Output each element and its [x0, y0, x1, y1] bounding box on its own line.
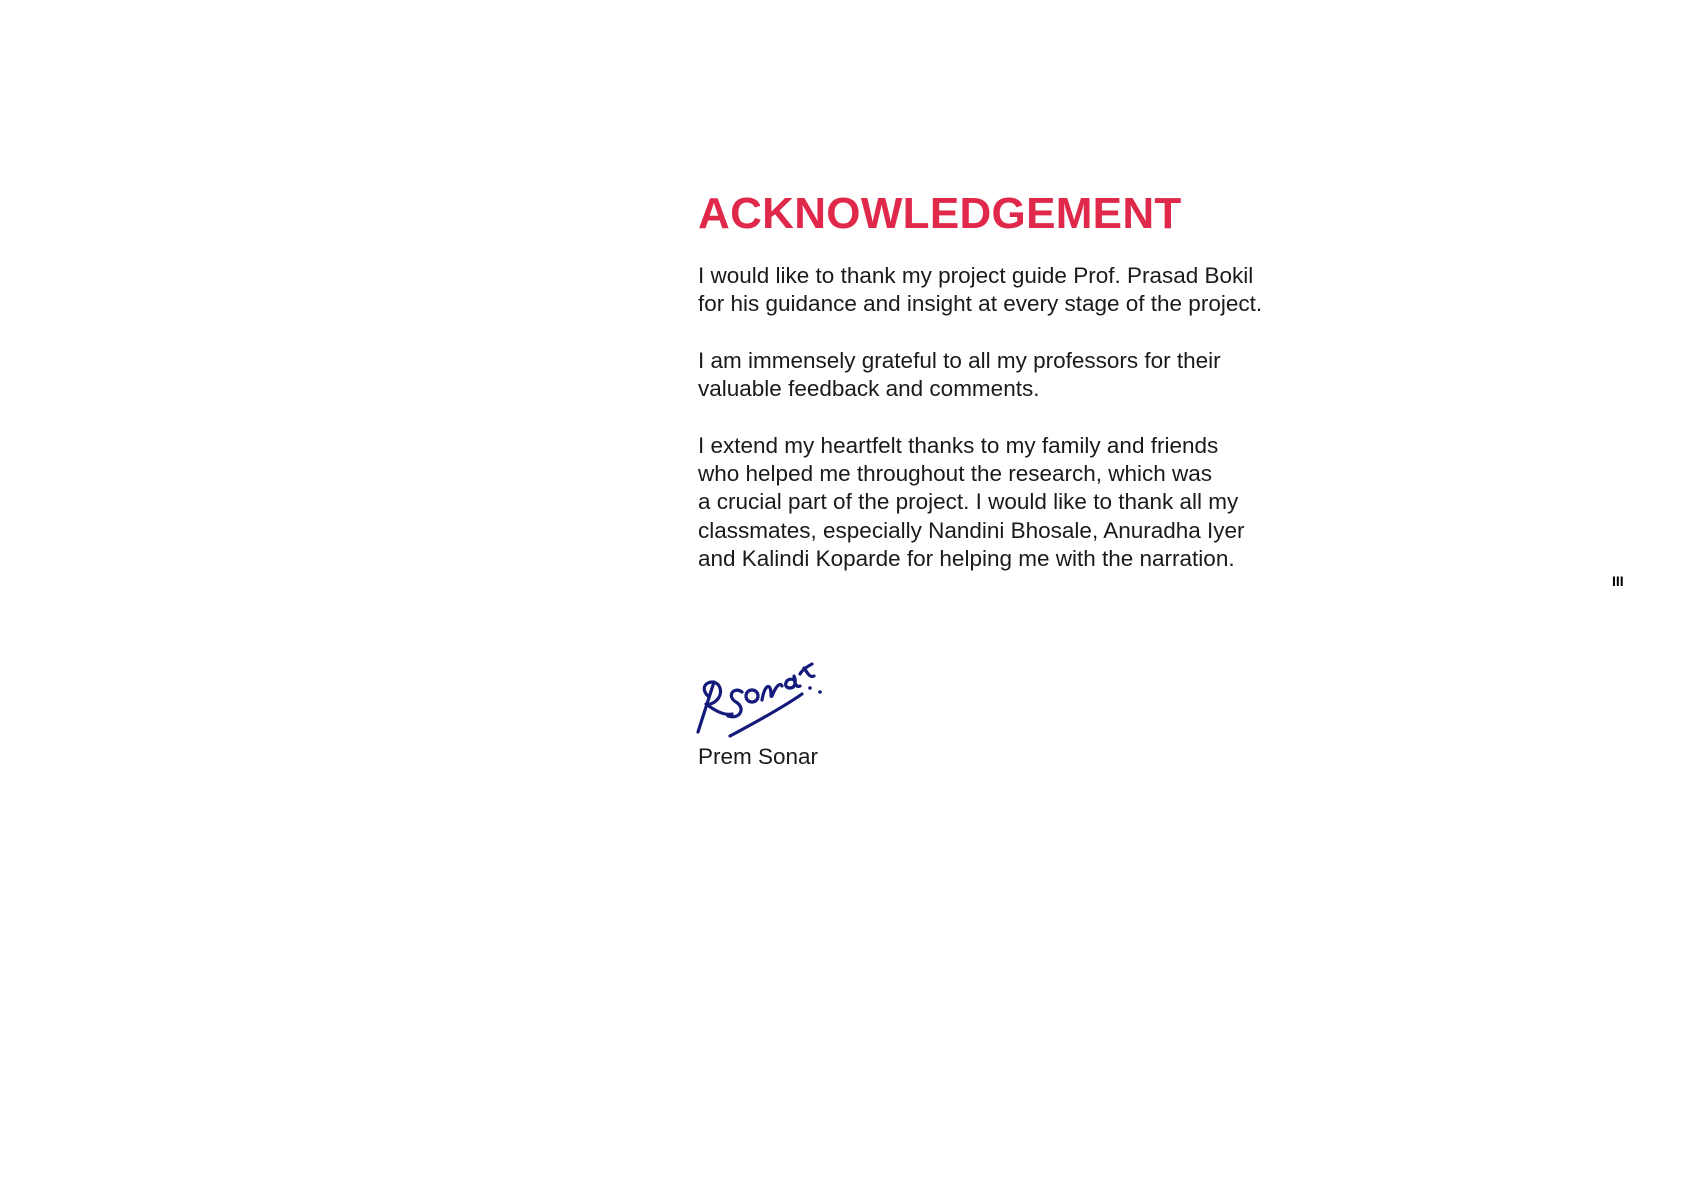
text-line: valuable feedback and comments. [698, 376, 1040, 402]
paragraph-family-friends [698, 432, 1338, 573]
text-line: I extend my heartfelt thanks to my family and friends [698, 432, 1219, 458]
text-line: and Kalindi Koparde for helping me with the narration. [698, 545, 1235, 571]
text-line: a crucial part of the project. I would like to thank all my [698, 489, 1239, 515]
text-line: classmates, especially Nandini Bhosale, Anuradha Iyer [698, 517, 1245, 543]
paragraph-professors [698, 347, 1338, 404]
page-number: III [1612, 573, 1624, 589]
handwritten-signature [690, 640, 830, 740]
text-line: I am immensely grateful to all my professors for their [698, 347, 1221, 373]
page-title: ACKNOWLEDGEMENT [698, 189, 1182, 238]
acknowledgement-body [698, 262, 1338, 602]
signer-name: Prem Sonar [698, 744, 819, 769]
text-line: for his guidance and insight at every stage of the project. [698, 291, 1263, 317]
paragraph-guide [698, 262, 1338, 319]
text-line: who helped me throughout the research, which was [698, 461, 1213, 487]
text-line: I would like to thank my project guide Prof. Prasad Bokil [698, 263, 1254, 288]
